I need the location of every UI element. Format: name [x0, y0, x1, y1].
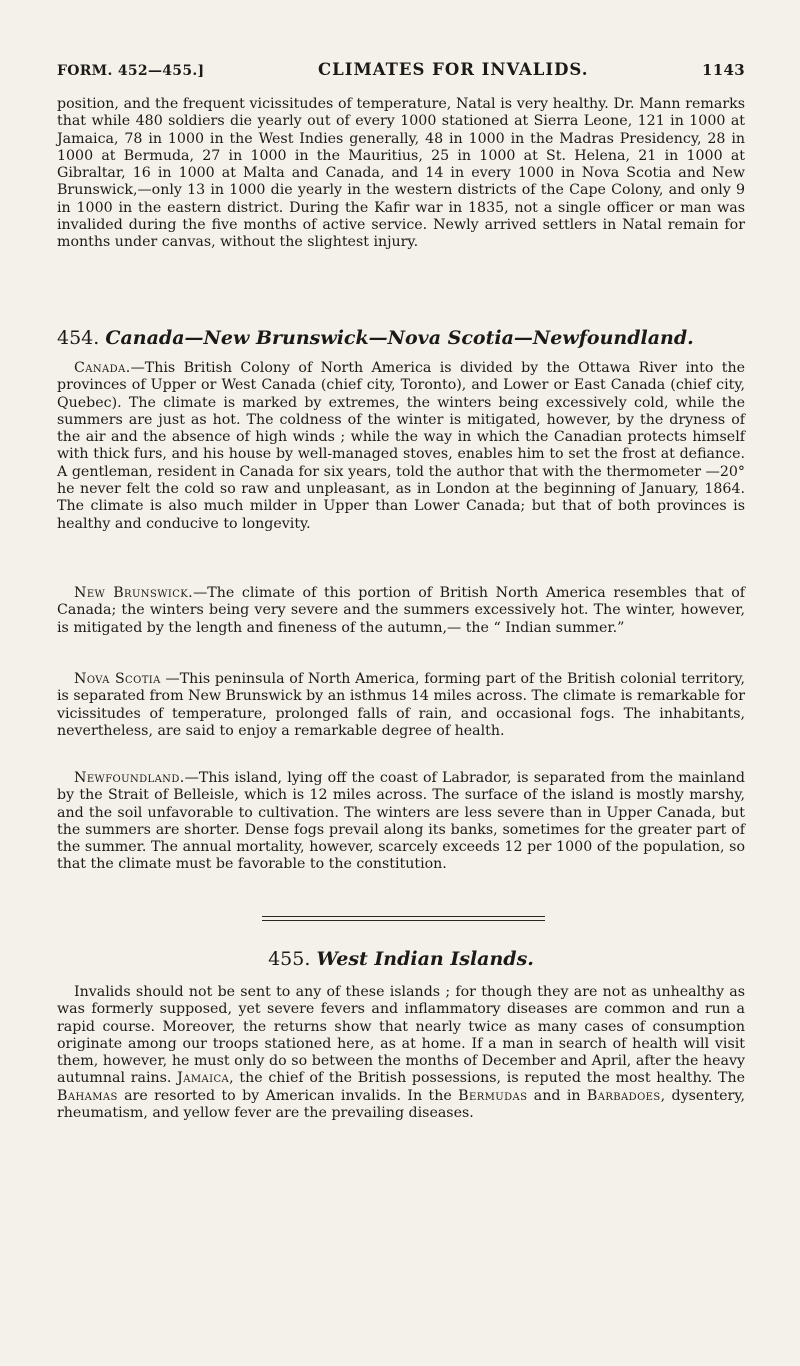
form-range: FORM. 452—455.] [57, 63, 205, 79]
brunswick-text: —The climate of this portion of British North America resembles that of Canada; the winters being very severe and the summers excessively hot. The winter, however, is mitigated by the length and fineness of the autumn,— the “ Indian summer.” [57, 585, 745, 636]
intro-paragraph: position, and the frequent vicissitudes of temperature, Natal is very healthy. Dr. Mann remarks that while 480 soldiers die yearly out of every 1000 stationed at Sierra Leone, 121 in 1000 at Jamaica, 78 in 1000 in the West Indies generally, 48 in 1000 in the Madras Presidency, 28 in 1000 at Bermuda, 27 in 1000 in the Mauritius, 25 in 1000 at St. Helena, 21 in 1000 at Gibraltar, 16 in 1000 at Malta and Canada, and 14 in every 1000 in Nova Scotia and New Brunswick,—only 13 in 1000 die yearly in the western districts of the Cape Colony, and only 9 in 1000 in the eastern district. During the Kafir war in 1835, not a single officer or man was invalided during the five months of active service. Newly arrived settlers in Natal remain for months under canvas, without the slightest injury. [57, 96, 745, 251]
section-454-heading [57, 327, 745, 349]
canada-text: —This British Colony of North America is divided by the Ottawa River into the provinces of Upper or West Canada (chief city, Toronto), and Lower or East Canada (chief city, Quebec). The climate is marked by extremes, the winters being excessively cold, while the summers are just as hot. The coldness of the winter is mitigated, however, by the dryness of the air and the absence of high winds ; while the way in which the Canadian protects himself with thick furs, and his house by well-managed stoves, enables him to set the frost at defiance. A gentleman, resident in Canada for six years, told the author that with the thermometer —20° he never felt the cold so raw and unpleasant, as in London at the beginning of January, 1864. The climate is also much milder in Upper than Lower Canada; but that of both provinces is healthy and conducive to longevity. [57, 360, 745, 532]
brunswick-lead: New Brunswick. [74, 585, 194, 601]
section-455-heading [57, 948, 745, 970]
west-indies-text: Invalids should not be sent to any of these islands ; for though they are not as unhealthy as was formerly supposed, yet severe fevers and inflammatory diseases are common and run a rapid course. Moreover, the returns show that nearly twice as many cases of consumption originate among our troops stationed here, as at home. If a man in search of health will visit them, however, he must only do so between the months of December and April, after the heavy autumnal rains. [57, 984, 745, 1087]
section-title: Canada—New Brunswick—Nova Scotia—Newfoundland. [105, 327, 694, 349]
nova-text: —This peninsula of North America, forming part of the British colonial territory, is separated from New Brunswick by an isthmus 14 miles across. The climate is remarkable for vicissitudes of temperature, prolonged falls of rain, and occasional fogs. The inhabitants, nevertheless, are said to enjoy a remarkable degree of health. [57, 671, 745, 739]
section-divider-rule [262, 920, 545, 921]
nova-scotia-paragraph [57, 671, 745, 740]
page-number: 1143 [702, 61, 745, 79]
running-header [57, 60, 745, 79]
section-number: 454. [57, 327, 100, 349]
section-divider-rule [262, 916, 545, 917]
bermudas-lead: Bermudas [458, 1087, 528, 1104]
section-title: West Indian Islands. [316, 948, 534, 970]
jamaica-text: , the chief of the British possessions, is reputed the most healthy. The [229, 1070, 745, 1087]
jamaica-lead: Jamaica [177, 1070, 230, 1087]
running-title: CLIMATES FOR INVALIDS. [318, 60, 589, 79]
canada-paragraph [57, 360, 745, 533]
nova-lead: Nova Scotia [74, 671, 161, 687]
barbadoes-text: , dysentery, rheumatism, and yellow fever are the prevailing diseases. [57, 1087, 745, 1122]
canada-lead: Canada. [74, 360, 131, 376]
newfoundland-paragraph [57, 770, 745, 874]
bermudas-text: and in [533, 1087, 581, 1104]
newf-text: —This island, lying off the coast of Labrador, is separated from the mainland by the Strait of Belleisle, which is 12 miles across. The surface of the island is mostly marshy, and the soil unfavorable to cultivation. The winters are less severe than in Upper Canada, but the summers are shorter. Dense fogs prevail along its banks, sometimes for the greater part of the summer. The annual mortality, however, scarcely exceeds 12 per 1000 of the population, so that the climate must be favorable to the constitution. [57, 770, 745, 873]
west-indies-paragraph [57, 984, 745, 1122]
section-number: 455. [268, 948, 311, 970]
bahamas-lead: Bahamas [57, 1087, 118, 1104]
newf-lead: Newfoundland. [74, 770, 185, 786]
barbadoes-lead: Barbadoes [586, 1087, 661, 1104]
bahamas-text: are resorted to by American invalids. In the [124, 1087, 452, 1104]
new-brunswick-paragraph [57, 585, 745, 637]
